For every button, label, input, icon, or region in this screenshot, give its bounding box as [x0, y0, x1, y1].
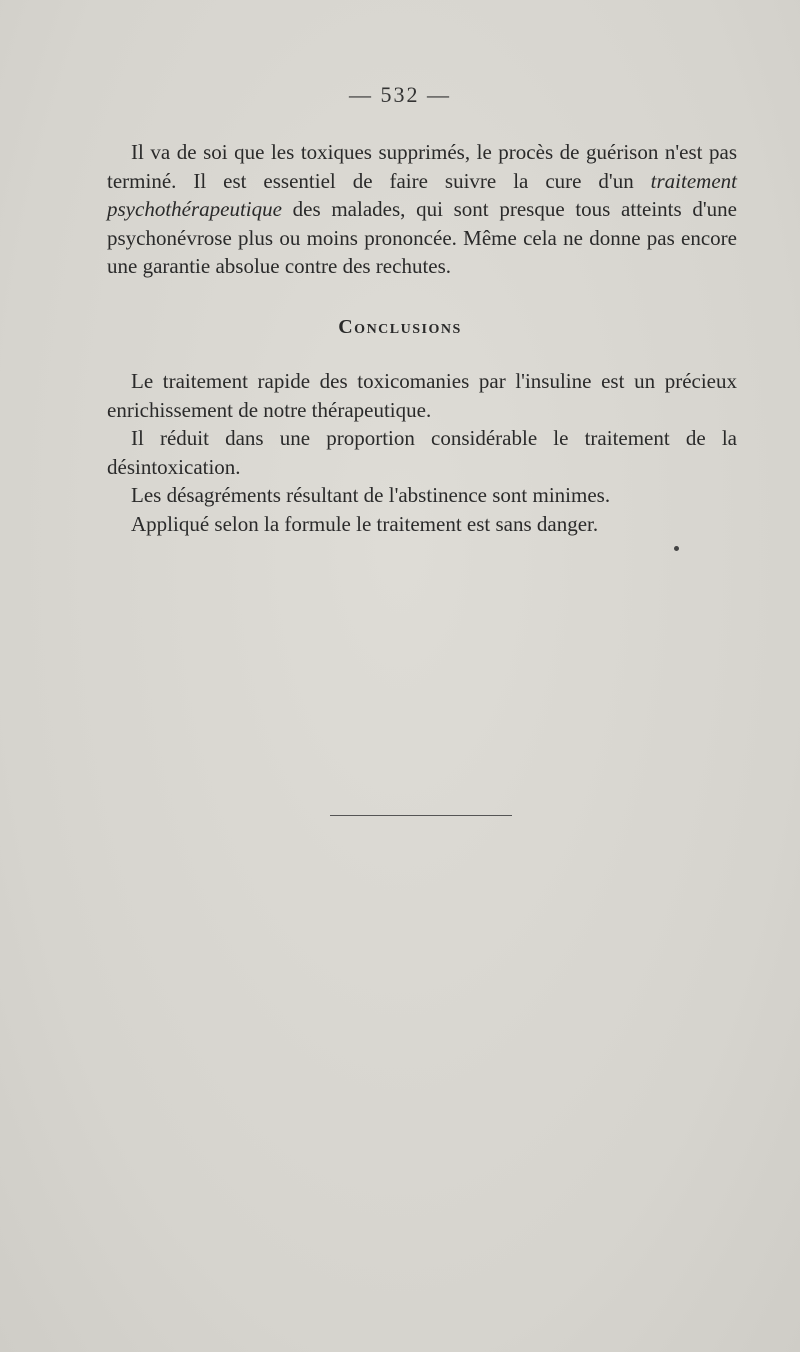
paragraph-intro — [107, 138, 737, 281]
end-divider-rule — [330, 815, 512, 816]
paragraph-conclusion-3: Les désagréments résultant de l'abstinence sont minimes. — [131, 483, 611, 507]
page-number: — 532 — — [349, 82, 451, 107]
paragraph-intro-italic: traitement psychothérapeutique — [107, 168, 737, 221]
paragraph-conclusion-4: Appliqué selon la formule le traitement est sans danger. — [131, 512, 599, 536]
paragraph-intro-text-end: des malades, qui sont presque tous atteints d'une psychonévrose plus ou moins prononcée. Même cela ne donne pas encore une garantie absolue contre des rechutes. — [107, 197, 737, 278]
ink-speck — [674, 546, 679, 551]
paragraph-intro-text-start: Il va de soi que les toxiques supprimés, le procès de guérison n'est pas terminé. Il est essentiel de faire suivre la cure d'un — [107, 140, 737, 193]
paragraph-conclusion-2: Il réduit dans une proportion considérable le traitement de la désintoxication. — [107, 426, 737, 479]
section-heading-conclusions: Conclusions — [338, 316, 462, 338]
paragraph-conclusion-1: Le traitement rapide des toxicomanies par l'insuline est un précieux enrichissement de notre thérapeutique. — [107, 369, 737, 422]
